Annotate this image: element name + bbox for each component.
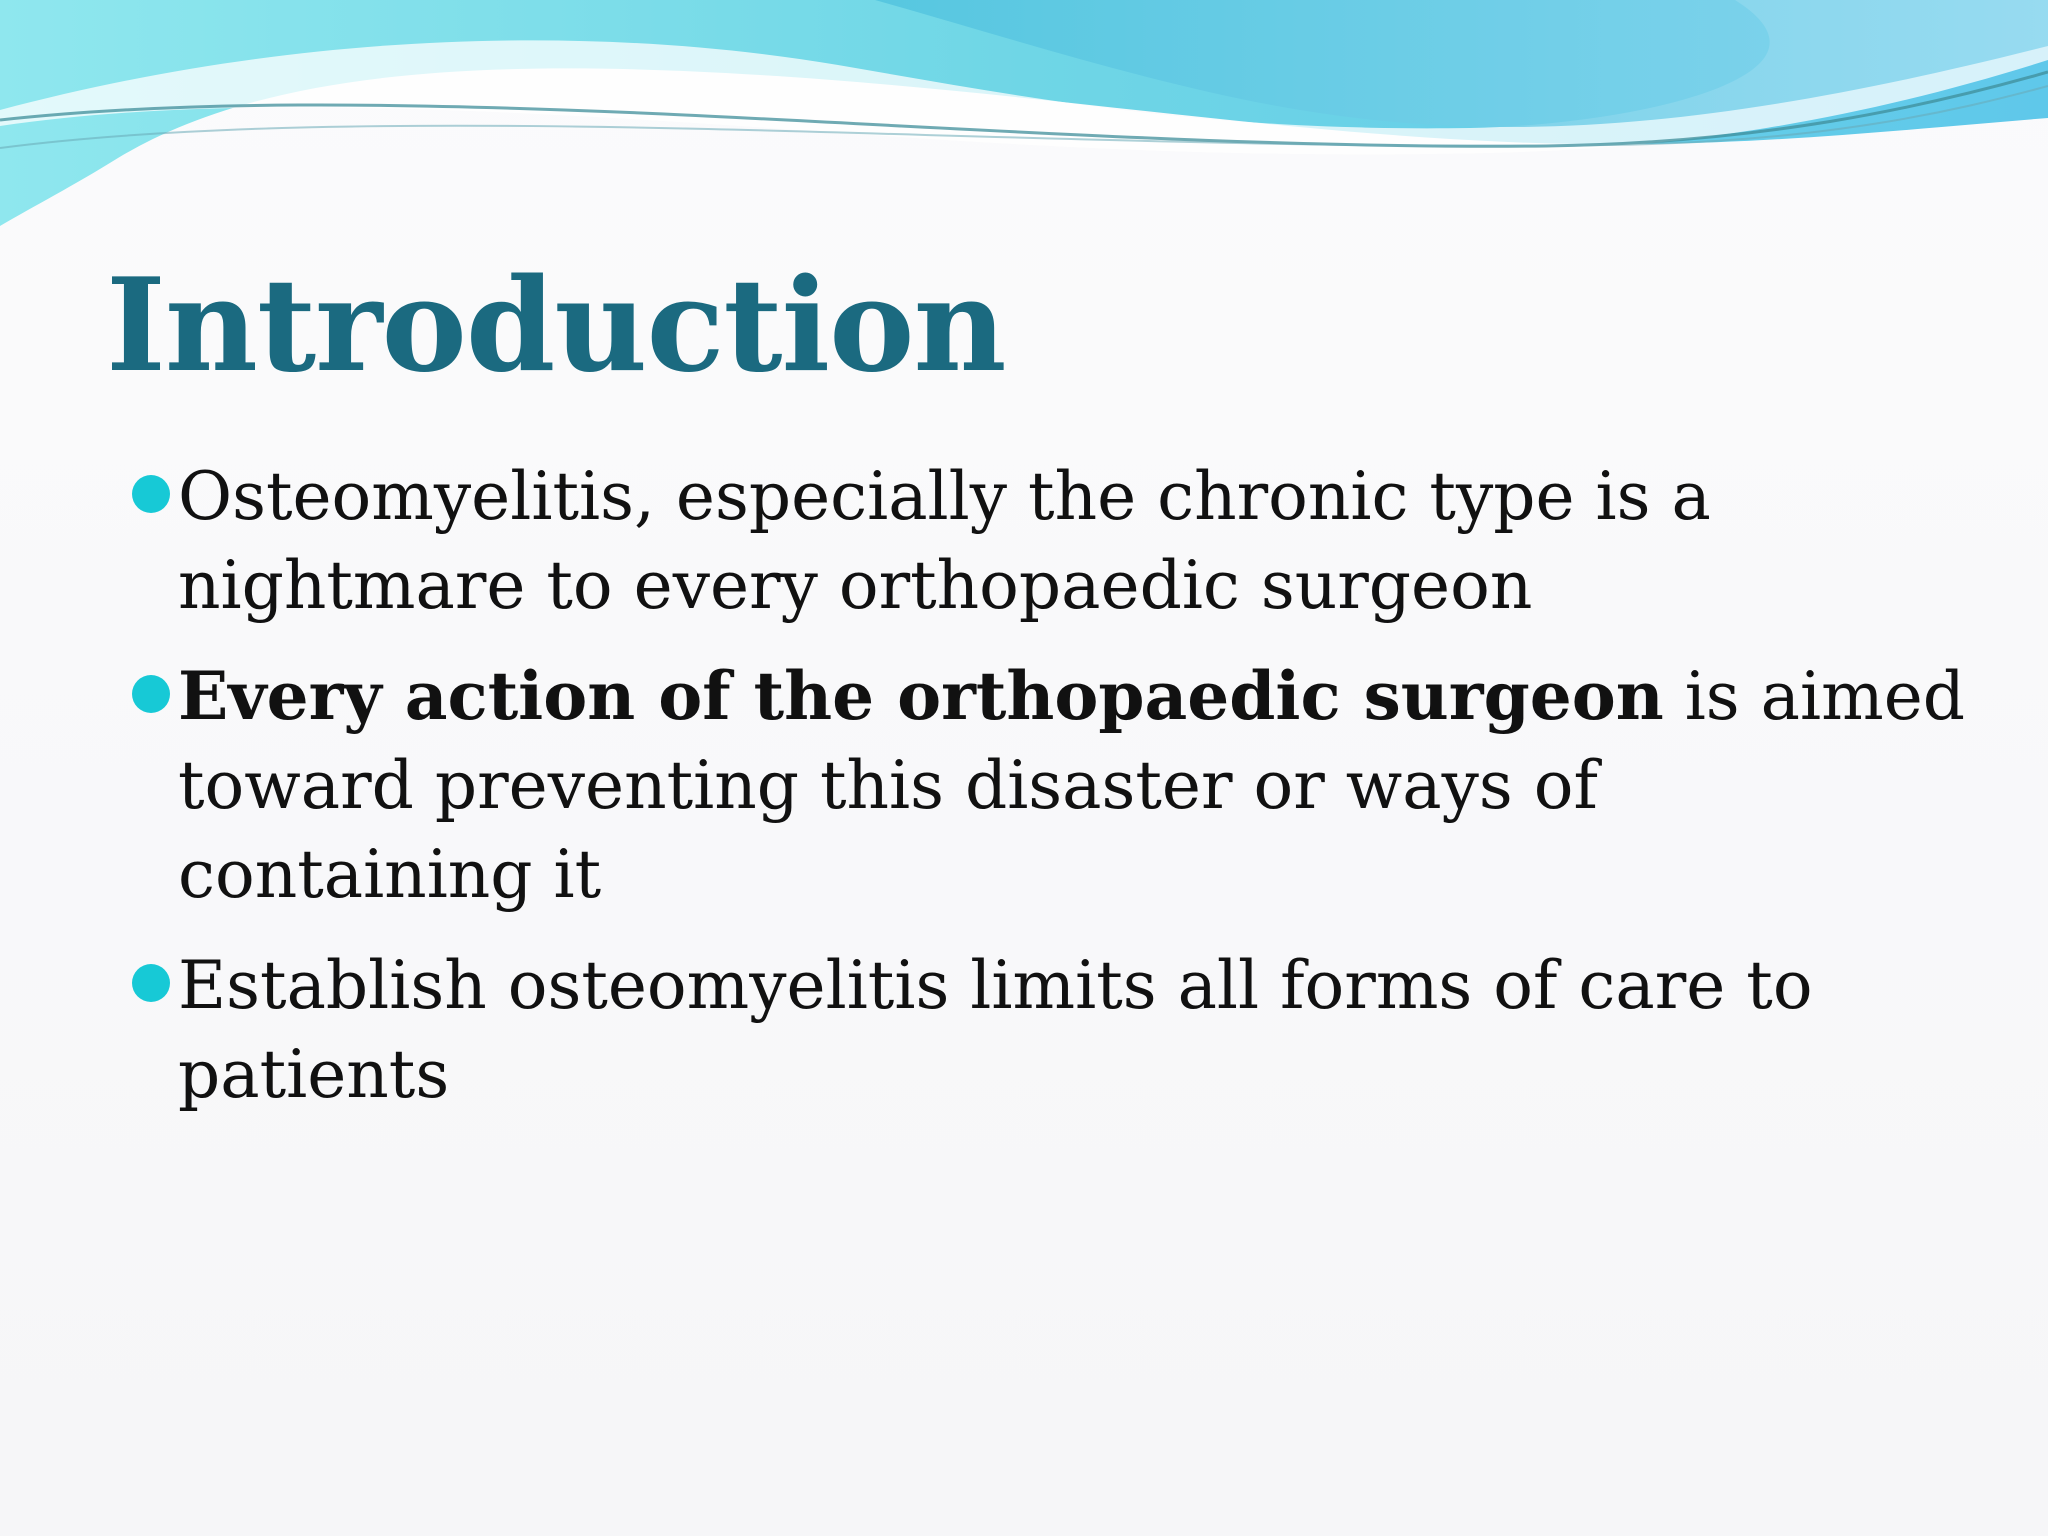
bullet-regular-text: is aimed toward preventing this disaster or ways of containing it: [178, 658, 1966, 913]
bullet-text: [178, 652, 1968, 919]
bullet-dot-icon: [132, 964, 170, 1002]
bullet-text: Establish osteomyelitis limits all forms of care to patients: [178, 947, 1813, 1113]
bullet-item: [128, 452, 1968, 630]
bullet-dot-icon: [132, 675, 170, 713]
bullet-item: [128, 652, 1968, 919]
bullet-item: [128, 941, 1968, 1119]
decorative-wave-header: [0, 0, 2048, 260]
page-title: Introduction: [106, 251, 1006, 401]
bullet-text: Osteomyelitis, especially the chronic type is a nightmare to every orthopaedic surgeon: [178, 458, 1711, 624]
bullet-list: [128, 452, 1968, 1141]
bullet-dot-icon: [132, 475, 170, 513]
bullet-bold-text: Every action of the orthopaedic surgeon: [178, 657, 1664, 735]
